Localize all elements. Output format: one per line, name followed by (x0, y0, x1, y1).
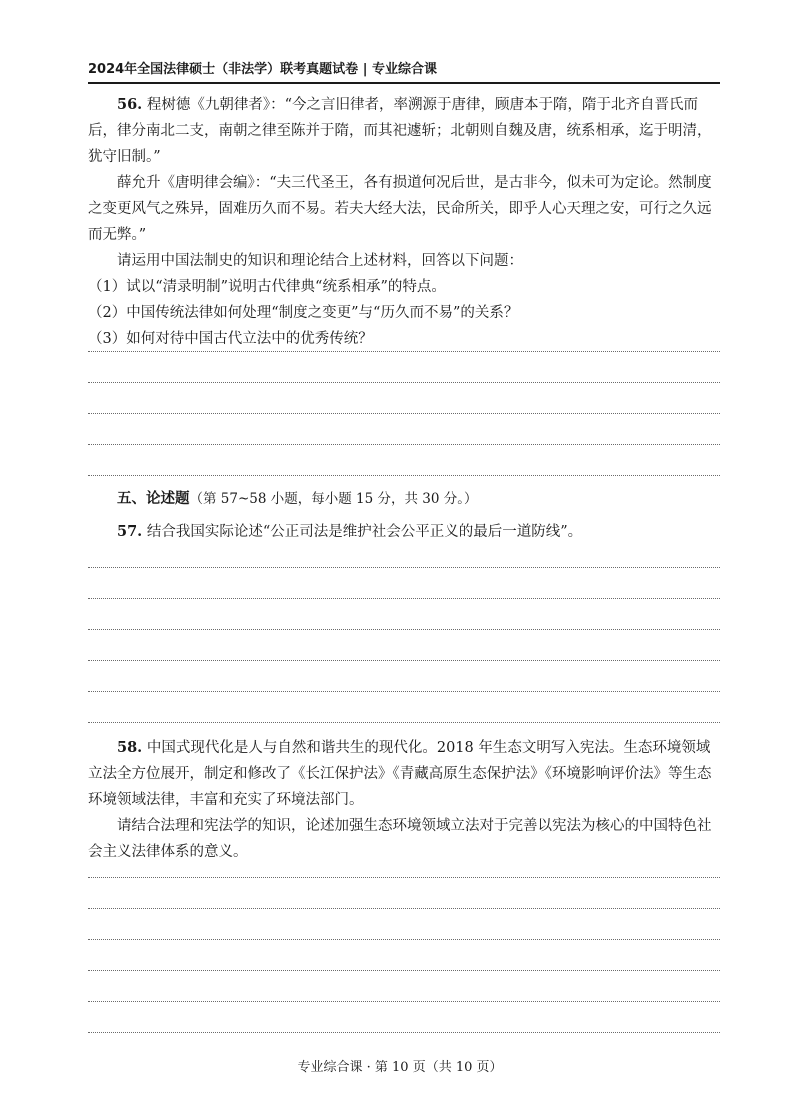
answer-line[interactable] (88, 444, 720, 445)
answer-line[interactable] (88, 939, 720, 940)
answer-line[interactable] (88, 351, 720, 352)
header-title: 2024年全国法律硕士（非法学）联考真题试卷 | 专业综合课 (88, 62, 437, 77)
q58-material (88, 735, 720, 813)
answer-line[interactable] (88, 629, 720, 630)
question-57 (88, 519, 720, 545)
answer-line[interactable] (88, 908, 720, 909)
section-5-title: 五、论述题 (117, 491, 190, 507)
answer-line[interactable] (88, 598, 720, 599)
answer-line[interactable] (88, 660, 720, 661)
section-5-heading (88, 486, 720, 512)
q56-subquestion-2: （2）中国传统法律如何处理“制度之变更”与“历久而不易”的关系？ (88, 305, 519, 321)
q57-text: 结合我国实际论述“公正司法是维护社会公平正义的最后一道防线”。 (146, 524, 583, 540)
footer-page-number: 专业综合课 · 第 10 页（共 10 页） (297, 1060, 503, 1075)
q56-subquestion-3: （3）如何对待中国古代立法中的优秀传统？ (88, 331, 373, 347)
page-header (88, 58, 720, 84)
q58-number: 58. (117, 739, 143, 756)
answer-line[interactable] (88, 475, 720, 476)
q56-material-1 (88, 92, 720, 170)
answer-line[interactable] (88, 970, 720, 971)
q57-number: 57. (117, 523, 143, 540)
q56-material-2: 薛允升《唐明律会编》：“夫三代圣王，各有损道何况后世，是古非今，似未可为定论。然制度之变更风气之殊异，固难历久而不易。若夫大经大法，民命所关，即乎人心天理之安，可行之久远而无弊。” (88, 175, 712, 243)
answer-line[interactable] (88, 413, 720, 414)
question-56 (88, 92, 720, 352)
answer-line[interactable] (88, 691, 720, 692)
q56-subquestion-1: （1）试以“清录明制”说明古代律典“统系相承”的特点。 (88, 279, 446, 295)
answer-line[interactable] (88, 567, 720, 568)
answer-line[interactable] (88, 877, 720, 878)
answer-line[interactable] (88, 382, 720, 383)
q56-instruction: 请运用中国法制史的知识和理论结合上述材料，回答以下问题： (117, 253, 523, 269)
answer-line[interactable] (88, 1032, 720, 1033)
page-footer (0, 1056, 800, 1075)
q56-number: 56. (117, 96, 143, 113)
answer-line[interactable] (88, 722, 720, 723)
q56-material-1-text: 程树德《九朝律者》：“今之言旧律者，率溯源于唐律，顾唐本于隋，隋于北齐自晋氏而后，律分南北二支，南朝之律至陈并于隋，而其祀遽斩；北朝则自魏及唐，统系相承，迄于明清，犹守旧制。” (88, 97, 712, 165)
answer-line[interactable] (88, 1001, 720, 1002)
question-58 (88, 735, 720, 865)
q58-instruction: 请结合法理和宪法学的知识，论述加强生态环境领域立法对于完善以宪法为核心的中国特色社会主义法律体系的意义。 (88, 818, 712, 860)
q58-material-text: 中国式现代化是人与自然和谐共生的现代化。2018 年生态文明写入宪法。生态环境领域立法全方位展开，制定和修改了《长江保护法》《青藏高原生态保护法》《环境影响评价法》等生态环境领域法律，丰富和充实了环境法部门。 (88, 740, 712, 808)
section-5-note: （第 57~58 小题，每小题 15 分，共 30 分。） (189, 491, 478, 507)
